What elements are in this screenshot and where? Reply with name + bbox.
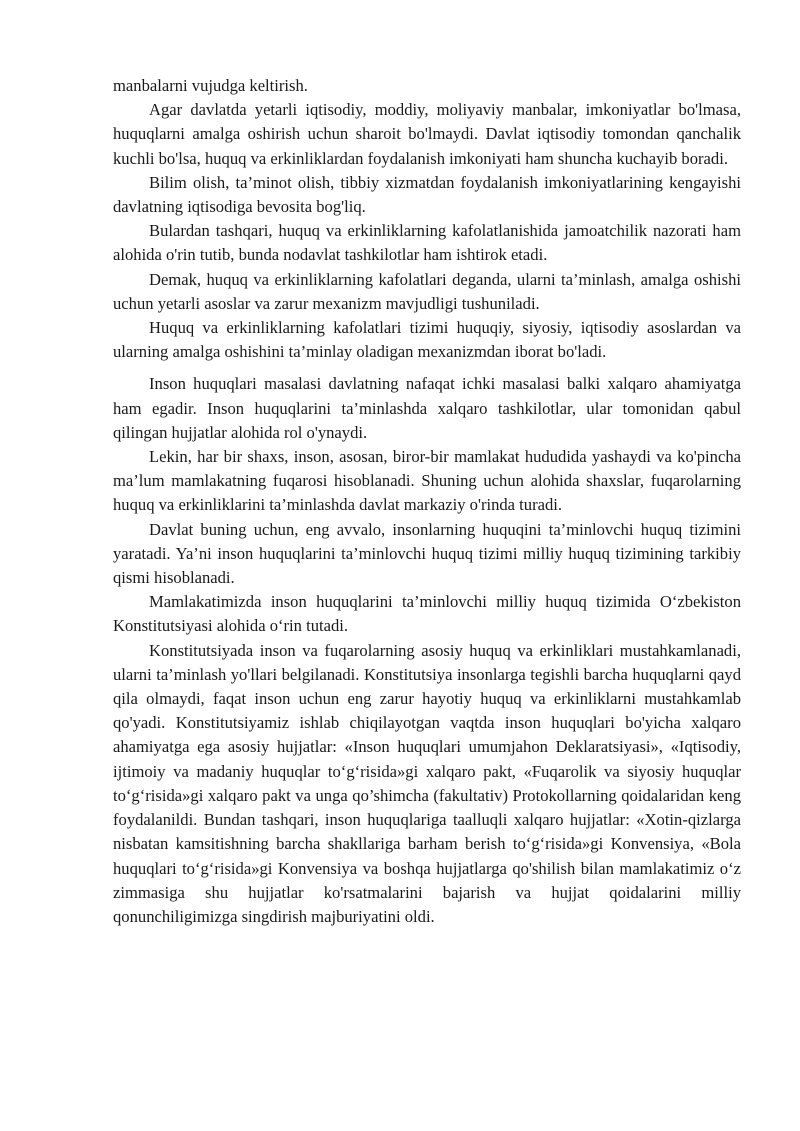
paragraph-1: manbalarni vujudga keltirish. xyxy=(113,76,308,95)
paragraph-2: Agar davlatda yetarli iqtisodiy, moddiy, moliyaviy manbalar, imkoniyatlar bo'lmasa, huquqlarni amalga oshirish uchun sharoit bo'lmaydi. Davlat iqtisodiy tomondan qanchalik kuchli bo'lsa, huquq va erkinliklardan foydalanish imkoniyati ham shuncha kuchayib boradi. xyxy=(113,100,741,168)
paragraph-9: Davlat buning uchun, eng avvalo, insonlarning huquqini ta’minlovchi huquq tizimini yaratadi. Ya’ni inson huquqlarini ta’minlovchi huquq tizimi milliy huquq tizimining tarkibiy qismi hisoblanadi. xyxy=(113,519,741,588)
paragraph-8: Lekin, har bir shaxs, inson, asosan, biror-bir mamlakat hududida yashaydi va ko'pincha ma’lum mamlakatning fuqarosi hisoblanadi. Shuning uchun alohida shaxslar, fuqarolarning huquq va erkinliklarini ta’minlashda davlat markaziy o'rinda turadi. xyxy=(113,447,741,515)
paragraph-10: Mamlakatimizda inson huquqlarini ta’minlovchi milliy huquq tizimida O‘zbekiston Konstitutsiyasi alohida o‘rin tutadi. xyxy=(113,592,741,636)
paragraph-7: Inson huquqlari masalasi davlatning nafaqat ichki masalasi balki xalqaro ahamiyatga ham egadir. Inson huquqlarini ta’minlashda xalqaro tashkilotlar, ular tomonidan qabul qilingan hujjatlar alohida rol o'ynaydi. xyxy=(113,374,741,442)
paragraph-11: Konstitutsiyada inson va fuqarolarning asosiy huquq va erkinliklari mustahkamlanadi, ularni ta’minlash yo'llari belgilanadi. Konstitutsiya insonlarga tegishli barcha huquqlarni qayd qila olmaydi, faqat inson uchun eng zarur hayotiy huquq va erkinliklarni mustahkamlab qo'yadi. Konstitutsiyamiz ishlab chiqilayotgan vaqtda inson huquqlari bo'yicha xalqaro ahamiyatga ega asosiy hujjatlar: «Inson huquqlari umumjahon Deklaratsiyasi», «Iqtisodiy, ijtimoiy va madaniy huquqlar to‘g‘risida»gi xalqaro pakt, «Fuqarolik va siyosiy huquqlar to‘g‘risida»gi xalqaro pakt va unga qo’shimcha (fakultativ) Protokollarning qoidalaridan keng foydalanildi. Bundan tashqari, inson huquqlariga taalluqli xalqaro hujjatlar: «Xotin-qizlarga nisbatan kamsitishning barcha shakllariga barham berish to‘g‘risida»gi Konvensiya, «Bola huquqlari to‘g‘risida»gi Konvensiya va boshqa hujjatlarga qo'shilish bilan mamlakatimiz o‘z zimmasiga shu hujjatlar ko'rsatmalarini bajarish va hujjat qoidalarini milliy qonunchiligimizga singdirish majburiyatini oldi. xyxy=(113,640,741,926)
paragraph-6: Huquq va erkinliklarning kafolatlari tizimi huquqiy, siyosiy, iqtisodiy asoslardan va ularning amalga oshishini ta’minlay oladigan mexanizmdan iborat bo'ladi. xyxy=(113,318,741,362)
paragraph-4: Bulardan tashqari, huquq va erkinliklarning kafolatlanishida jamoatchilik nazorati ham alohida o'rin tutib, bunda nodavlat tashkilotlar ham ishtirok etadi. xyxy=(113,221,741,265)
document-page xyxy=(113,74,741,929)
paragraph-5: Demak, huquq va erkinliklarning kafolatlari deganda, ularni ta’minlash, amalga oshishi uchun yetarli asoslar va zarur mexanizm mavjudligi tushuniladi. xyxy=(113,269,741,313)
paragraph-3: Bilim olish, ta’minot olish, tibbiy xizmatdan foydalanish imkoniyatlarining kengayishi davlatning iqtisodiga bevosita bog'liq. xyxy=(113,172,741,217)
